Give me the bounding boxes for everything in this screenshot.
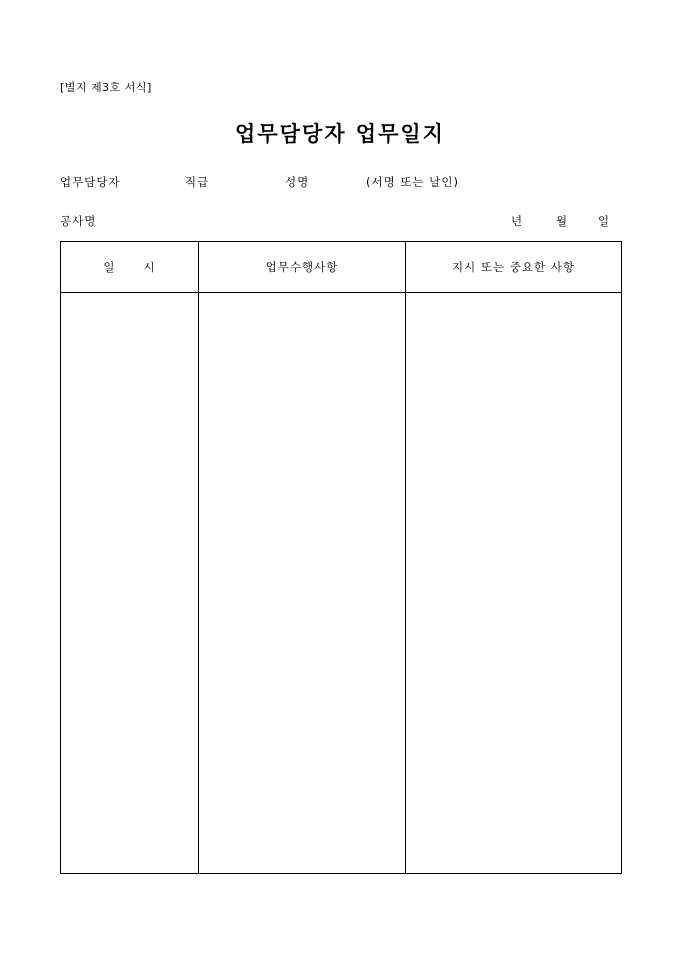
month-label: 월 bbox=[556, 214, 569, 228]
instructions-notes-cell[interactable] bbox=[406, 293, 622, 874]
work-performed-cell[interactable] bbox=[199, 293, 406, 874]
datetime-cell[interactable] bbox=[61, 293, 199, 874]
table-header-row bbox=[61, 242, 622, 293]
day-label: 일 bbox=[598, 214, 611, 228]
manager-label: 업무담당자 bbox=[60, 175, 121, 189]
table-row bbox=[61, 293, 622, 874]
project-name-label: 공사명 bbox=[60, 214, 97, 228]
signature-label: (서명 또는 날인) bbox=[366, 175, 459, 189]
form-number-label: [별지 제3호 서식] bbox=[60, 81, 152, 94]
position-label: 직급 bbox=[185, 175, 210, 189]
header-instructions-notes: 지시 또는 중요한 사항 bbox=[406, 242, 622, 293]
year-label: 년 bbox=[511, 214, 524, 228]
page-title: 업무담당자 업무일지 bbox=[235, 121, 445, 146]
name-label: 성명 bbox=[285, 175, 310, 189]
header-datetime: 일 시 bbox=[61, 242, 199, 293]
work-log-table bbox=[60, 241, 622, 874]
header-work-performed: 업무수행사항 bbox=[199, 242, 406, 293]
